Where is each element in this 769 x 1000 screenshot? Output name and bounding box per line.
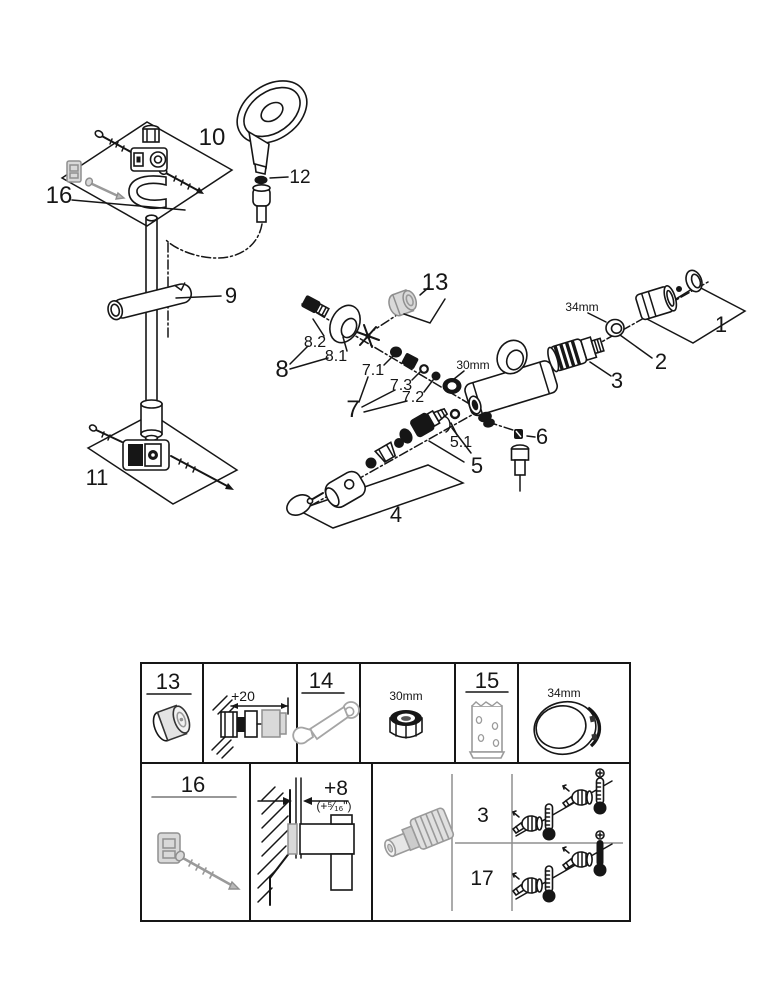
cell-size-30mm: 30mm <box>389 689 423 703</box>
part-label-8: 8 <box>275 356 289 383</box>
part-label-9: 9 <box>224 283 238 308</box>
size-label-34mm: 34mm <box>565 300 599 314</box>
thermometer-icon <box>543 804 556 841</box>
cartridge-icon <box>513 873 542 895</box>
parts-table <box>141 663 630 921</box>
dim-plus20: +20 <box>231 688 255 704</box>
part-label-5-1: 5.1 <box>449 434 473 451</box>
cartridge-icon <box>563 785 592 807</box>
part-label-7-2: 7.2 <box>401 389 425 406</box>
table-cell-variants <box>379 769 612 903</box>
part-label-11: 11 <box>85 465 109 490</box>
part-label-6: 6 <box>535 424 549 449</box>
ring-34mm-icon <box>529 696 600 760</box>
socket-tool-icon <box>470 702 504 758</box>
cell-size-34mm: 34mm <box>547 686 581 700</box>
part-label-8-2: 8.2 <box>303 334 327 351</box>
ring-part-2 <box>606 320 624 337</box>
part-label-4: 4 <box>389 502 403 527</box>
thermometer-solid-icon <box>594 840 607 877</box>
table-cell-15 <box>466 668 508 758</box>
table-cell-34mm <box>529 686 600 760</box>
part-label-13: 13 <box>421 269 449 296</box>
nut-30mm-icon <box>390 710 422 738</box>
hose-gasket-part-12 <box>255 176 268 184</box>
table-cell-14 <box>293 668 359 743</box>
part-label-7-1: 7.1 <box>361 362 385 379</box>
cell-number-14: 14 <box>308 668 334 693</box>
hose-path <box>166 224 262 258</box>
part-label-7-3: 7.3 <box>389 377 413 394</box>
variant-row-17-icons <box>513 831 612 903</box>
variant-row-17-number: 17 <box>470 867 494 890</box>
dim-plus8-fraction: (+⁵⁄₁₆") <box>316 799 352 813</box>
part-label-16: 16 <box>45 182 73 209</box>
bottom-bracket-part-11 <box>85 400 237 504</box>
thermometer-plus-icon <box>596 769 604 777</box>
bracket-section <box>288 815 354 890</box>
thermometer-icon <box>543 866 556 903</box>
thermometer-plus-icon <box>596 831 604 839</box>
part-label-3: 3 <box>610 368 624 393</box>
cartridge-icon <box>513 811 542 833</box>
size-label-30mm: 30mm <box>456 358 490 372</box>
part-label-2: 2 <box>654 349 668 374</box>
cell-number-15: 15 <box>474 668 500 693</box>
part-label-1: 1 <box>714 312 728 337</box>
table-cell-13 <box>147 669 193 743</box>
cell-number-13: 13 <box>155 669 181 694</box>
mixer-body <box>463 336 559 429</box>
anchor-screw-icon <box>158 833 239 889</box>
knob-part-1 <box>635 268 745 343</box>
cell-number-16: 16 <box>180 772 206 797</box>
handle-group-part-4 <box>283 438 463 528</box>
wall-hatch-bottom <box>212 736 233 758</box>
dim-plus8: +8 <box>324 777 348 800</box>
part-label-10: 10 <box>198 124 226 151</box>
thermometer-icon <box>594 778 607 815</box>
wrench-icon <box>293 702 359 743</box>
cartridge-icon <box>563 847 592 869</box>
table-cell-plus8 <box>258 777 354 905</box>
variant-row-3-icons <box>513 769 612 841</box>
rail-holder-part-9 <box>106 282 221 321</box>
part-label-5: 5 <box>470 453 484 478</box>
table-cell-30mm <box>389 689 422 738</box>
variant-row-3-number: 3 <box>477 804 489 827</box>
part-label-7: 7 <box>346 396 360 423</box>
part-label-8-1: 8.1 <box>324 348 348 365</box>
table-cell-16 <box>152 772 239 889</box>
part-label-12: 12 <box>289 167 311 188</box>
outlet-part-6 <box>512 429 536 491</box>
table-cell-plus20 <box>212 688 288 758</box>
check-valve-fitting-icon <box>379 807 454 862</box>
